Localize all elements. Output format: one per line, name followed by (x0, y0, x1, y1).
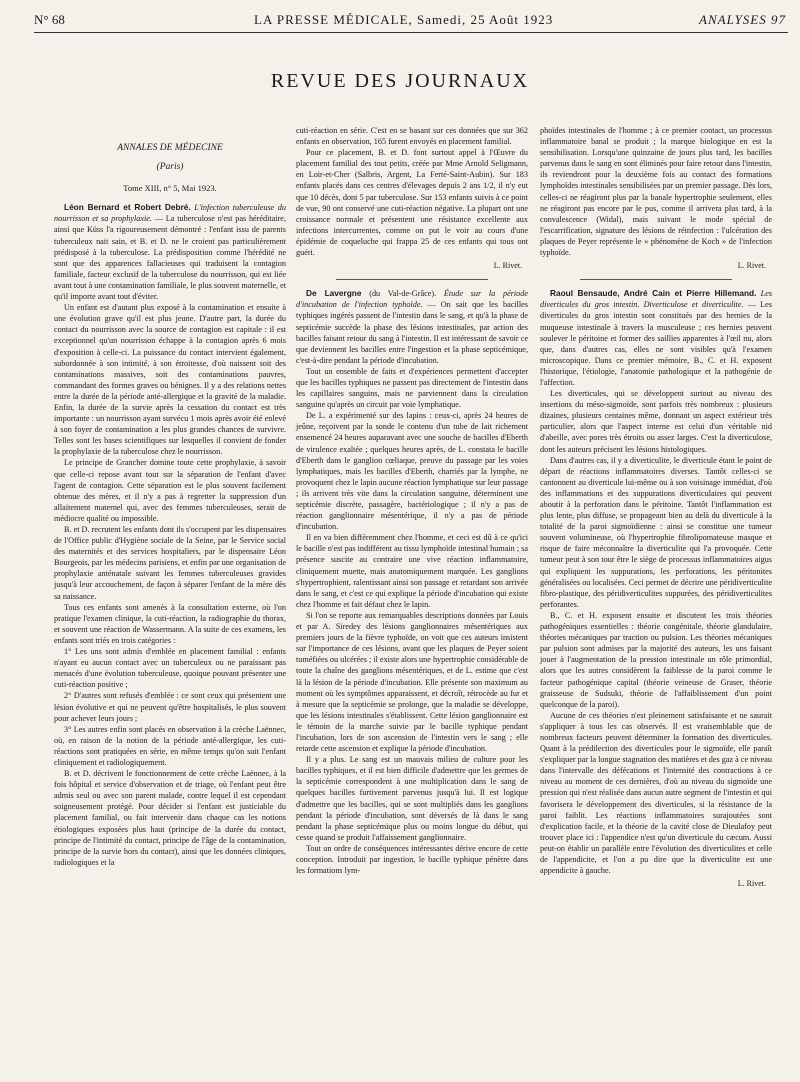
paragraph: 3° Les autres enfin sont placés en observation à la crèche Laënnec, où, en raison de la notion de la période anté-allergique, les cuti-réactions sont pratiquées en série, en même temps qu'on suit l'enfant cliniquement et radiologiquement. (54, 724, 286, 767)
paragraph: B. et D. recrutent les enfants dont ils s'occupent par les dispensaires de l'Office public d'Hygiène sociale de la Seine, par le Service social des maternités et des services hospitaliers, par le dispensaire Léon Bourgeois, par les médecins parisiens, et enfin par une organisation de prophylaxie anténatale suivant les femmes tuberculeuses gravides jusqu'à leur accouchement, de façon à séparer l'enfant de la mère dès sa naissance. (54, 525, 286, 601)
paragraph: B. et D. décrivent le fonctionnement de cette crèche Laënnec, à la fois hôpital et service d'observation et de triage, où l'enfant peut être admis seul ou avec son parent malade, contre lequel il est cependant soigneusement protégé. Pour décider si l'enfant est justiciable du placement familial, ou fait intervenir dans chaque cas les notions étiologiques exposées plus haut (principe de la durée du contact, principe de l'intimité du contact, principe de l'âge de la contamination, principe de la survie hors du contact), ainsi que les données cliniques, radiologiques et la (54, 769, 286, 867)
signature: L. Rivet. (737, 879, 766, 889)
column-1 (54, 125, 286, 868)
signature: L. Rivet. (493, 261, 522, 271)
article-heading (540, 288, 772, 388)
journal-section: ANNALES DE MÉDECINE (117, 143, 223, 153)
column-3 (540, 125, 772, 897)
article-separator (336, 279, 488, 280)
paragraph: Les diverticules, qui se développent surtout au niveau des insertions du méso-sigmoïde, sont parfois très nombreux : plusieurs dizaines, plusieurs centaines même, donnant un aspect extérieur très particulier, alors que l'aspect interne est celui d'un véritable nid d'abeille, avec pores très étroits ou assez larges. C'est la diverticulose, dont les auteurs précisent les lésions histologiques. (540, 389, 772, 454)
paragraph: Tout un ordre de conséquences intéressantes dérive encore de cette conception. Introduit par ingestion, le bacille typhique pénètre dans les formations lym- (296, 843, 528, 876)
paragraph: Si l'on se reporte aux remarquables descriptions données par Louis et par A. Siredey des lésions ganglionnaires mésentériques aux premiers jours de la fièvre typhoïde, on voit que ces auteurs insistent sur l'importance de ces lésions, avant que les plaques de Peyer soient tuméfiées ou ulcérées ; il existe alors une hypertrophie considérable de toute la chaîne des ganglions mésentériques, et de L. estime que c'est là la lésion de la période d'incubation. Elle présente son maximum au moment où les symptômes apparaissent, et décroît, rétrocède au fur et à mesure que la septicémie se prolonge, que la maladie se développe, que les lésions intestinales s'établissent. Cette lésion ganglionnaire est le témoin de la marche suivie par le bacille typhique pendant l'incubation, lors de son ascension de l'intestin vers le sang ; elle retarde cette ascension et explique la période d'incubation. (296, 610, 528, 754)
paragraph: De L. a expérimenté sur des lapins : ceux-ci, après 24 heures de jeûne, reçoivent par la sonde le contenu d'un tube de lait richement ensemencé 24 heures auparavant avec une souche de bacilles d'Eberth de virulence exaltée ; quelques heures après, de L. constata le bacille d'Eberth dans le ganglion cœliaque, preuve du passage par les voies lymphatiques, mais les bacilles d'Eberth, charriés par la lymphe, ne provoquent chez le lapin aucune réaction lymphatique sur leur passage ; ils arrivent très vite dans la circulation sanguine, déterminent une septicémie discrète, passagère, bactériologique ; il n'y a pas de réaction ganglionnaire mésentérique, il n'y a pas de période d'incubation. (296, 411, 528, 532)
article-separator (580, 279, 732, 280)
article-title: Étude sur la période d'incubation de l'infection typhoïde. (296, 289, 528, 310)
journal-tome: Tome XIII, n° 5, Mai 1923. (123, 183, 217, 194)
paragraph: B., C. et H. exposent ensuite et discutent les trois théories pathogéniques essentielles : théorie congénitale, théorie glandulaire, théories mécaniques par traction ou pulsion. Les théories mécaniques par pulsion sont admises par la majorité des auteurs, les uns faisant jouer à l'augmentation de la pression intestinale un rôle primordial, alors que les autres considèrent la faiblesse de la paroi comme le facteur pathogénique capital (théorie veineuse de Graser, théorie graisseuse de Sudsuki, théorie de l'affaiblissement d'un point quelconque de la paroi). (540, 610, 772, 709)
header-rule (34, 32, 788, 33)
paragraph: Aucune de ces théories n'est pleinement satisfaisante et ne saurait s'appliquer à tous les cas observés. Il est vraisemblable que de nombreux facteurs peuvent déterminer la formation des diverticules. Quant à la prédilection des diverticules pour le sigmoïde, elle paraît s'expliquer par la longue stagnation des matières et des gaz à ce niveau dans l'intervalle des défécations et l'intensité des contractions à ce niveau au moment de ces dernières, d'où au niveau du sigmoïde une pression qui n'est réalisée dans aucun autre segment de l'intestin et qui favorisera le développement des diverticules, si la résistance de la paroi faiblit. Les réactions inflammatoires surajoutées sont d'explication facile, et la théorie de la cavité close de Dieulafoy peut trouver place ici : l'appendice n'est qu'un diverticule du cæcum. Aussi peut-on établir un parallèle entre l'évolution des diverticulites et celle de l'appendicite, et l'on a pu dire que la diverticulite est une appendicite à gauche. (540, 710, 773, 876)
paragraph: Dans d'autres cas, il y a diverticulite, le diverticule étant le point de départ de réactions inflammatoires diverses. Tantôt celles-ci se cantonnent au diverticule lui-même ou à son voisinage immédiat, d'où des inflammations et des suppurations diverticulaires qui peuvent aboutir à la perforation dans le péritoine. Tantôt l'inflammation est plus lente, plus diffuse, se propageant bien au delà du diverticule à la totalité de la paroi sigmoïdienne : ainsi se constitue une tumeur souvent volumineuse, où l'hypertrophie fibrolipomateuse masque et risque de faire méconnaître la diverticulite qui l'a provoquée. Cette tumeur peut à son tour être le siège de processus inflammatoires aigus qui expliquent les suppurations, les perforations, les péritonites généralisées ou localisées. Ceci permet de décrire une péridiverticulite fibro-plastique, des péridiverticulites suppurées, des péridiverticulites perforantes. (540, 455, 772, 609)
paragraph: Tout un ensemble de faits et d'expériences permettent d'accepter que les bacilles typhiques ne passent pas directement de l'intestin dans les capillaires sanguins, mais ne parviennent dans la circulation sanguine qu'après un circuit par voie lymphatique. (296, 366, 528, 410)
article-heading (296, 288, 528, 366)
column-2 (296, 125, 528, 876)
paragraph: — La tuberculose n'est pas héréditaire, ainsi que Küss l'a rigoureusement démontré : l'enfant issu de parents tuberculeux nait sain, et B. et D. ne le croient pas particulièrement prédisposé à la tuberculose. La prédisposition comme l'hérédité ne sont que des apparences fallacieuses qui traduisent la contagion familiale, facteur exclusif de la tuberculose du nourrisson, qui est liée avant tout à une contamination familiale, le plus souvent maternelle, et qu'il importe avant tout d'éviter. (54, 214, 286, 302)
paragraph: 1° Les uns sont admis d'emblée en placement familial : enfants n'ayant eu aucun contact avec un tuberculeux ou ne paraissant pas menacés d'une évolution tuberculeuse, quoique pouvant présenter une cuti-réaction positive ; (54, 647, 286, 690)
article-authors: Léon Bernard et Robert Debré. (64, 202, 191, 213)
article-title: L'infection tuberculeuse du nourrisson et sa prophylaxie. (54, 203, 286, 224)
paragraph: Le principe de Grancher domine toute cette prophylaxie, à savoir que celle-ci repose avant tout sur la séparation de l'enfant d'avec l'agent de contagion. Cette séparation est le plus souvent facilement obtenue des mères, et il n'y a pas à regretter la suppression d'un allaitement maternel qui, avec des femmes tuberculeuses, serait de médiocre qualité ou impossible. (54, 458, 286, 523)
article-authors: Raoul Bensaude, André Cain et Pierre Hillemand. (550, 288, 757, 299)
paragraph: Il y a plus. Le sang est un mauvais milieu de culture pour les bacilles typhiques, et il est bien difficile d'admettre que les germes de la septicémie correspondent à une multiplication dans le sang de quelques bacilles furtivement parvenus jusqu'à lui. Il est logique d'admettre que les bacilles, qui se sont multipliés dans les ganglions pendant la période d'incubation, sont déversés de là dans le sang pendant la phase septicémique plus ou moins longue du début, qui cesse quand se produit l'affaissement ganglionnaire. (296, 755, 528, 842)
paragraph: Un enfant est d'autant plus exposé à la contamination et ensuite à une évolution grave qu'il est plus jeune. D'autre part, la durée du contact du nourrisson avec la source de contagion est capitale : il est exceptionnel qu'un nourrisson échappe à la contagion après 6 mois d'exposition à celle-ci. La puissance du contact intervient également, subordonnée à son intimité, à son étroitesse, d'où naissent soit des contaminations massives, soit des contaminations pauvres, commandant des formes graves ou bénignes. Il y a des relations nettes entre la durée de la période anté-allergique et la gravité de la maladie. Enfin, la durée de la survie après la cessation du contact est très importante : un nourrisson ayant survécu 1 mois après avoir été enlevé à son foyer de contamination a les plus grandes chances de survivre. Telles sont les bases scientifiques sur lesquelles il convient de fonder la prophylaxie de la tuberculose chez le nourrisson. (54, 303, 286, 457)
signature: L. Rivet. (737, 261, 766, 271)
paragraph: phoïdes intestinales de l'homme ; à ce premier contact, un processus inflammatoire banal se produit ; la marque biologique en est la sensibilisation. Lorsqu'une quinzaine de jours plus tard, les bacilles parvenus dans le sang en sont éliminés pour faire retour dans l'intestin, ils reviendront pour la deuxième fois au contact des formations lymphoïdes intestinales sensibilisées par un premier passage. Dès lors, celles-ci ne réagiront plus par la banale hypertrophie seulement, elles ne réagiront pas encore par le pus, comme il arrivera plus tard, à la convalescence (Widal), mais suivant le mode spécial de l'escarrification, signature des lésions de réinfection : l'ulcération des plaques de Peyer représente le « phénomène de Koch » de l'infection typhoïde. (540, 126, 772, 258)
article-title: Les diverticules du gros intestin. Diverticulose et diverticulite. (540, 289, 773, 310)
paragraph: Pour ce placement, B. et D. font surtout appel à l'Œuvre du placement familial des tout petits, créée par Mme Arnold Seligmann, en Loir-et-Cher (Salbris, Argent, La Ferté-Saint-Aubin). Sur 183 enfants placés dans ces centres d'élevages depuis 2 ans 1/2, il n'y eut que 10 décès, dont 5 par tuberculose. Sur 153 enfants suivis à ce point de vue, 90 ont conservé une cuti-réaction négative. La plupart ont une croissance normale et présentent une résistance excellente aux infections intercurrentes, comme on put le voir au cours d'une épidémie de coqueluche qui frappa 25 de ces enfants qui tous ont guéri. (296, 148, 528, 258)
issue-number: N° 68 (34, 12, 65, 27)
paragraph: Tous ces enfants sont amenés à la consultation externe, où l'on pratique l'examen clinique, la cuti-réaction, la radiographie du thorax, et souvent une réaction de Wassermann. A la suite de ces examens, les enfants sont triés en trois catégories : (54, 602, 286, 645)
article-heading (54, 202, 286, 302)
section-page: ANALYSES 97 (699, 12, 786, 27)
paragraph: Il en va bien différemment chez l'homme, et ceci est dû à ce qu'ici le bacille n'est pas indifférent au tissu lymphoïde intestinal humain ; sa présence suscite au contraire une vive réaction inflammatoire, cliniquement muette, mais anatomiquement marquée. Les ganglions s'hypertrophient, ralentissant ainsi son passage et retardant son arrivée dans le sang, et c'est ce qui explique la période d'incubation qui existe chez l'homme et fait défaut chez le lapin. (296, 533, 528, 609)
article-authors: De Lavergne (306, 288, 362, 299)
author-affiliation: (du Val-de-Grâce). (369, 289, 437, 299)
paragraph: cuti-réaction en série. C'est en se basant sur ces données que sur 362 enfants en observation, 165 furent envoyés en placement familial. (296, 126, 528, 147)
page-title: REVUE DES JOURNAUX (270, 70, 530, 92)
paragraph: — On sait que les bacilles typhiques ingérés passent de l'intestin dans le sang, et qu'à la phase de septicémie succède la phase des lésions intestinales, par action des bacilles faisant retour du sang à l'intestin. Il est intéressant de savoir ce que deviennent les bacilles entre l'ingestion et la phase septicémique, c'est-à-dire pendant la période d'incubation. (296, 300, 528, 365)
journal-title: LA PRESSE MÉDICALE, Samedi, 25 Août 1923 (254, 12, 554, 27)
paragraph: — Les diverticules du gros intestin sont constitués par des hernies de la muqueuse intestinale à travers la musculeuse ; ces hernies peuvent soulever le péritoine et former des saillies apparentes à l'œil nu, alors que, dans d'autres cas, elles ne sont visibles qu'à l'examen microscopique. Dans ce premier mémoire, B., C. et H. exposent l'historique, l'étiologie, l'anatomie pathologique et la pathogénie de l'affection. (540, 300, 773, 387)
paragraph: 2° D'autres sont refusés d'emblée : ce sont ceux qui présentent une lésion évolutive et qui ne peuvent qu'être hospitalisés, le plus souvent pour achever leurs jours ; (54, 691, 286, 723)
running-header (0, 6, 800, 30)
journal-place: (Paris) (156, 162, 184, 173)
